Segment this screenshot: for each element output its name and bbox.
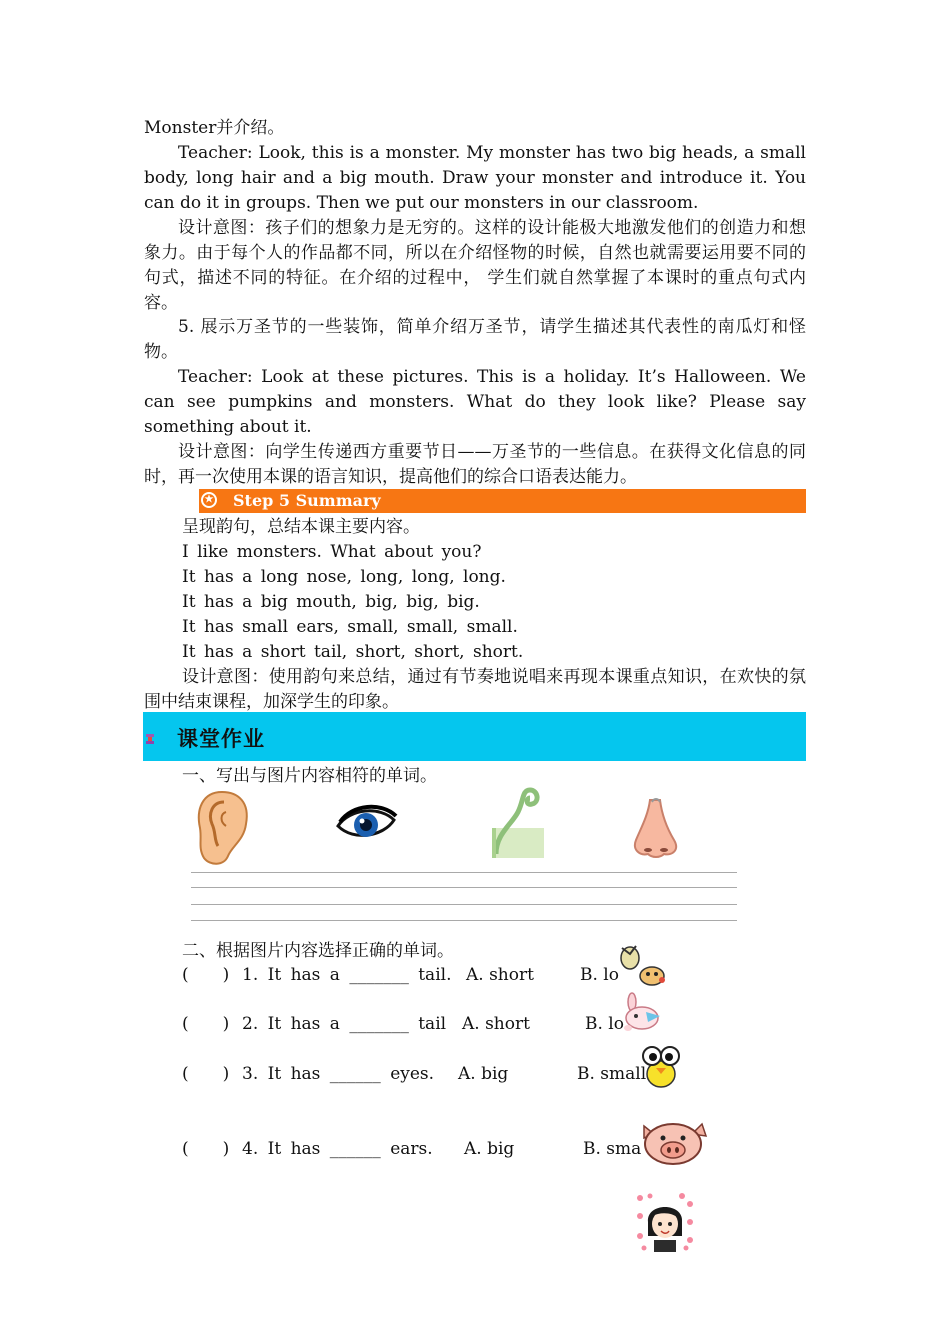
paragraph-design-intent-2: 设计意图：向学生传递西方重要节日——万圣节的一些信息。在获得文化信息的同时，再一次使用本课的语言知识，提高他们的综合口语表达能力。	[144, 442, 806, 487]
paragraph-design-intent-1: 设计意图：孩子们的想象力是无穷的。这样的设计能极大地激发他们的创造力和想象力。由于每个人的作品都不同，所以在介绍怪物的时候，自然也就需要运用要不同的句式，描述不同的特征。在介绍的过程中， 学生们就自然掌握了本课时的重点句式内容。	[144, 218, 806, 313]
paragraph-teacher-monster: Teacher: Look, this is a monster. My monster has two big heads, a small body, long hair and a big mouth. Draw your monster and introduce it. You can do it in groups. Then we put our monsters in our classroom.	[144, 143, 806, 213]
summary-line: It has a long nose, long, long, long.	[182, 567, 506, 587]
option-a[interactable]: A. big	[458, 1064, 509, 1084]
summary-line: It has a big mouth, big, big, big.	[182, 592, 480, 612]
question-stem: 4. It has ______ ears.	[242, 1139, 433, 1159]
option-a[interactable]: A. big	[464, 1139, 515, 1159]
answer-blank[interactable]: ( )	[182, 965, 230, 985]
question-stem: 1. It has a _______ tail.	[242, 965, 452, 985]
homework-part2: 二、根据图片内容选择正确的单词。	[182, 941, 454, 961]
nose-icon	[628, 796, 682, 860]
option-a[interactable]: A. short	[466, 965, 534, 985]
answer-blank[interactable]: ( )	[182, 1139, 230, 1159]
option-b[interactable]: B. sma	[583, 1139, 642, 1159]
bird-icon	[638, 1044, 684, 1090]
rabbit-icon	[620, 992, 664, 1036]
eye-icon	[334, 800, 398, 848]
summary-design-intent: 设计意图：使用韵句来总结，通过有节奏地说唱来再现本课重点知识，在欢快的氛围中结束课程，加深学生的印象。	[144, 667, 806, 712]
writing-line	[191, 887, 737, 888]
option-b[interactable]: B. lo	[580, 965, 619, 985]
option-a[interactable]: A. short	[462, 1014, 530, 1034]
writing-line	[191, 920, 737, 921]
girl-avatar-icon	[636, 1192, 694, 1252]
question-stem: 2. It has a _______ tail	[242, 1014, 447, 1034]
bullet-icon	[145, 734, 155, 744]
writing-line	[191, 872, 737, 873]
star-badge-icon: ★	[201, 492, 217, 508]
option-b[interactable]: B. small	[577, 1064, 647, 1084]
summary-line: I like monsters. What about you?	[182, 542, 482, 562]
paragraph-halloween-step: 5. 展示万圣节的一些装饰，简单介绍万圣节，请学生描述其代表性的南瓜灯和怪物。	[144, 317, 806, 362]
answer-blank[interactable]: ( )	[182, 1064, 230, 1084]
pig-icon	[636, 1118, 710, 1168]
homework-title: 课堂作业	[177, 727, 265, 751]
summary-line: It has a short tail, short, short, short.	[182, 642, 524, 662]
homework-header	[143, 712, 806, 761]
ear-icon	[194, 788, 252, 868]
animal-icon	[618, 944, 666, 988]
question-stem: 3. It has ______ eyes.	[242, 1064, 435, 1084]
paragraph-intro-tail: Monster并介绍。	[144, 118, 285, 138]
step5-label: Step 5 Summary	[233, 491, 381, 510]
option-b[interactable]: B. lo	[585, 1014, 624, 1034]
answer-blank[interactable]: ( )	[182, 1014, 230, 1034]
homework-part1: 一、写出与图片内容相符的单词。	[182, 766, 437, 786]
paragraph-teacher-halloween: Teacher: Look at these pictures. This is a holiday. It’s Halloween. We can see pumpkins and monsters. What do they look like? Please say something about it.	[144, 367, 806, 437]
writing-line	[191, 904, 737, 905]
step5-header	[199, 489, 806, 513]
summary-intro: 呈现韵句，总结本课主要内容。	[182, 517, 420, 537]
tail-icon	[492, 784, 550, 860]
summary-line: It has small ears, small, small, small.	[182, 617, 518, 637]
